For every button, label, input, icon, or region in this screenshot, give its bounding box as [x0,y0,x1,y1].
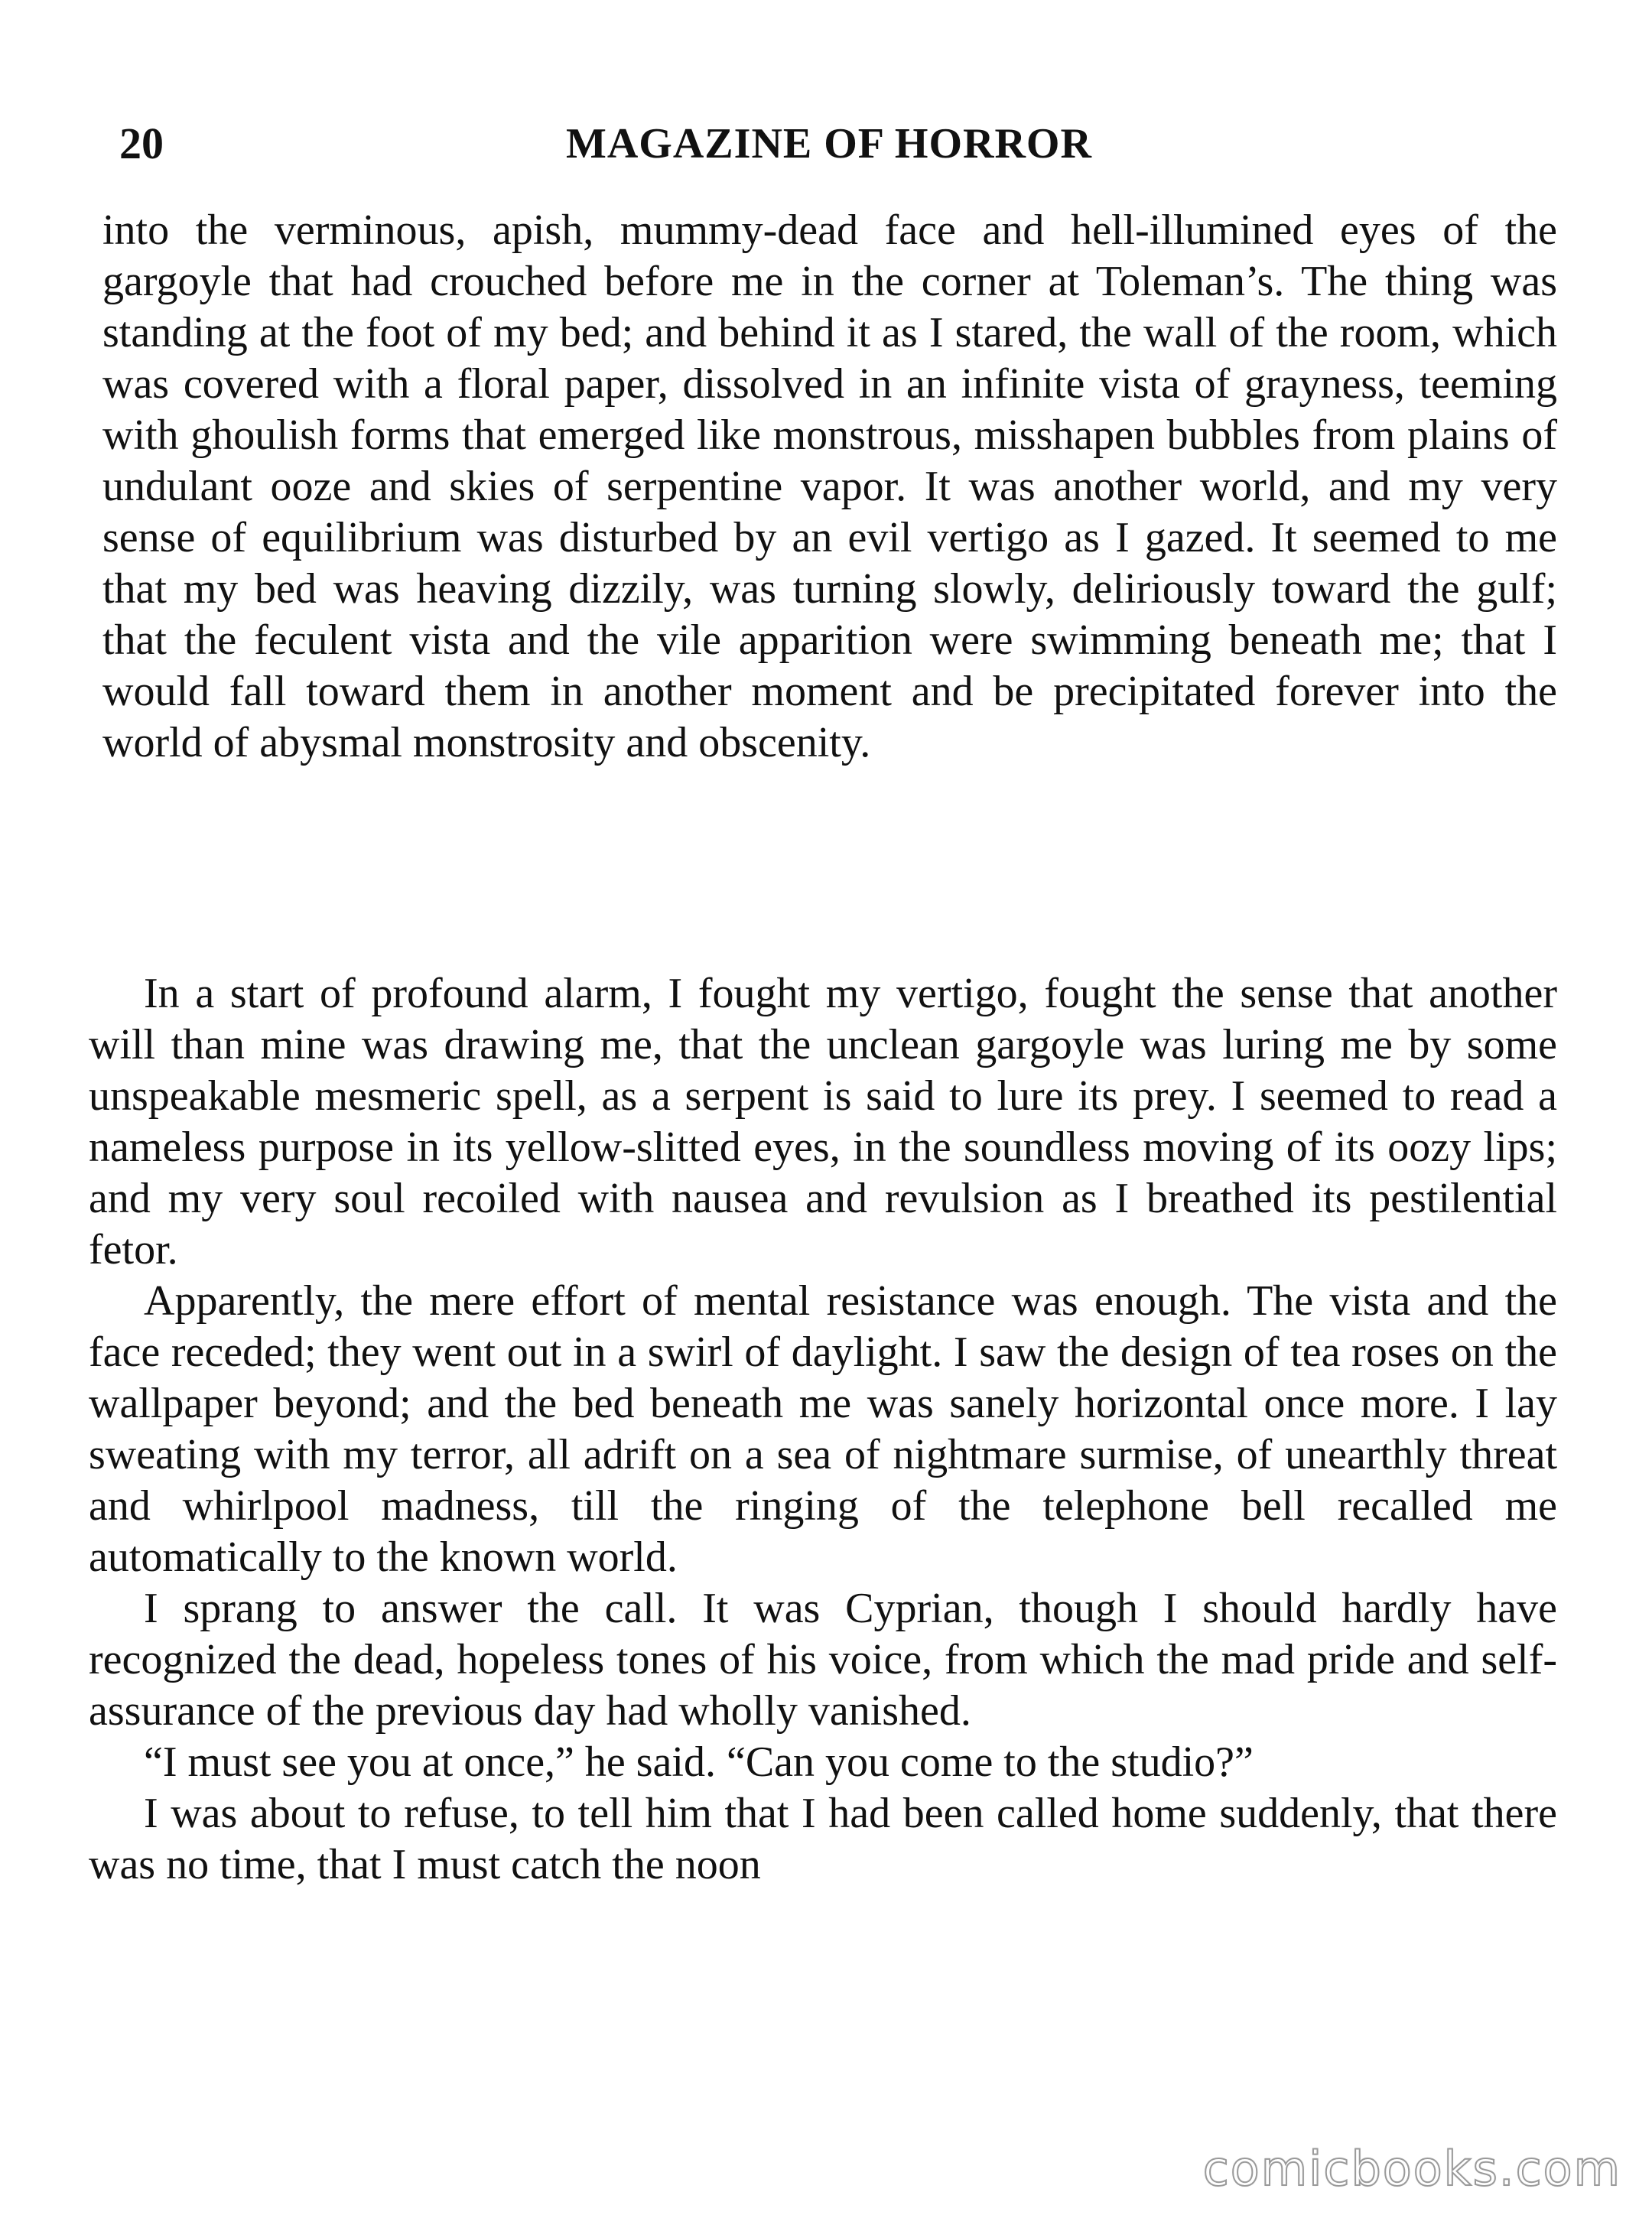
text-block-top [102,205,1557,769]
paragraph: Apparently, the mere effort of mental resistance was enough. The vista and the face receded; they went out in a swirl of daylight. I saw the design of tea roses on the wallpaper beyond; and the bed beneath me was sanely horizontal once more. I lay sweating with my terror, all adrift on a sea of nightmare surmise, of unearthly threat and whirlpool madness, till the ringing of the telephone bell recalled me automatically to the known world. [89,1277,1557,1581]
paragraph: I was about to refuse, to tell him that I had been called home suddenly, that there was no time, that I must catch the noon [89,1790,1557,1888]
paragraph: I sprang to answer the call. It was Cyprian, though I should hardly have recognized the dead, hopeless tones of his voice, from which the mad pride and self-assurance of the previous day had wholly vanished. [89,1585,1557,1735]
paragraph-continuation: into the verminous, apish, mummy-dead face and hell-illumined eyes of the gargoyle that had crouched before me in the corner at Toleman’s. The thing was standing at the foot of my bed; and behind it as I stared, the wall of the room, which was covered with a floral paper, dissolved in an infinite vista of grayness, teeming with ghoulish forms that emerged like monstrous, misshapen bubbles from plains of undulant ooze and skies of serpentine vapor. It was another world, and my very sense of equilibrium was disturbed by an evil vertigo as I gazed. It seemed to me that my bed was heaving dizzily, was turning slowly, deliriously toward the gulf; that the feculent vista and the vile apparition were swimming beneath me; that I would fall toward them in another moment and be precipitated forever into the world of abysmal monstrosity and obscenity. [102,207,1557,766]
running-head: MAGAZINE OF HORROR [566,120,1092,167]
watermark: comicbooks.com [1202,2141,1621,2197]
paragraph: In a start of profound alarm, I fought my vertigo, fought the sense that another will than mine was drawing me, that the unclean gargoyle was luring me by some unspeakable mesmeric spell, as a serpent is said to lure its prey. I seemed to read a nameless purpose in its yellow-slitted eyes, in the soundless moving of its oozy lips; and my very soul recoiled with nausea and revulsion as I breathed its pestilential fetor. [89,970,1557,1273]
text-block-bottom [89,968,1557,1891]
paragraph-dialogue: “I must see you at once,” he said. “Can you come to the studio?” [144,1738,1254,1786]
page-header [115,113,1553,174]
page-number: 20 [119,119,164,168]
